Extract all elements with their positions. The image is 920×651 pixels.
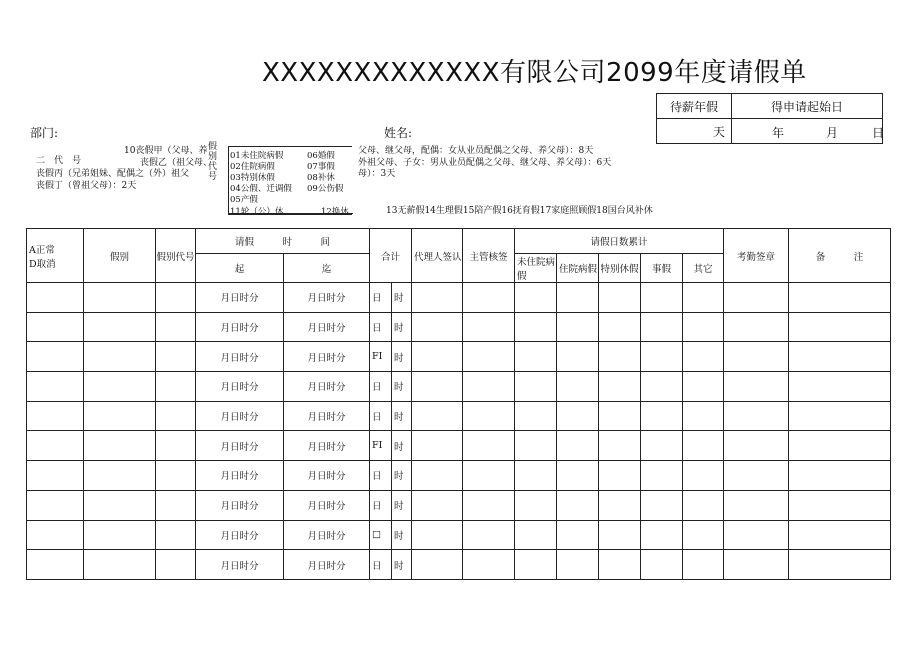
total-day-cell: 日	[370, 372, 392, 402]
status-cell[interactable]	[27, 550, 84, 580]
total-day-cell: 日	[370, 312, 392, 342]
remarks-cell[interactable]	[789, 312, 891, 342]
supervisor-cell[interactable]	[463, 372, 515, 402]
leave-code-cell[interactable]	[156, 431, 196, 461]
hospital-days-cell[interactable]	[557, 401, 599, 431]
hospital-days-cell[interactable]	[557, 283, 599, 313]
special-days-cell[interactable]	[599, 520, 641, 550]
other-days-cell[interactable]	[683, 490, 724, 520]
sick-days-cell[interactable]	[515, 372, 557, 402]
total-hour-cell: 时	[392, 520, 412, 550]
other-days-cell[interactable]	[683, 312, 724, 342]
leave-type-header: 假别	[84, 229, 156, 283]
leave-code-cell[interactable]	[156, 461, 196, 491]
total-hour-cell: 时	[392, 283, 412, 313]
leave-type-cell[interactable]	[84, 550, 156, 580]
days-hospital-header: 住院病假	[557, 254, 599, 283]
attendance-cell[interactable]	[724, 431, 789, 461]
agent-cell[interactable]	[412, 283, 463, 313]
code-01: 01未住院病假	[230, 151, 284, 161]
hospital-days-cell[interactable]	[557, 490, 599, 520]
leave-rows	[27, 283, 891, 580]
attendance-cell[interactable]	[724, 312, 789, 342]
special-days-cell[interactable]	[599, 461, 641, 491]
year-label: 年	[772, 126, 785, 140]
special-days-cell[interactable]	[599, 401, 641, 431]
day-label: 日	[872, 126, 885, 140]
status-header: A正常 D取消	[27, 229, 84, 283]
end-time-cell: 月日时分	[284, 312, 370, 342]
agent-cell[interactable]	[412, 490, 463, 520]
department-label: 部门:	[30, 126, 59, 140]
form-title: XXXXXXXXXXXXX有限公司2099年度请假单	[262, 58, 807, 88]
other-leave-codes: 13无薪假14生理假15陪产假16抚育假17家庭照顾假18国台风补休	[386, 206, 653, 216]
supervisor-cell[interactable]	[463, 401, 515, 431]
bereavement-d: 丧假丁（曾祖父母）：2天	[36, 181, 137, 191]
start-header: 起	[196, 254, 284, 283]
attendance-cell[interactable]	[724, 520, 789, 550]
bereavement-rule-a: 父母、继父母，配偶：女从业员配偶之父母、养父母）：8天	[358, 146, 594, 156]
month-label: 月	[826, 126, 839, 140]
attendance-cell[interactable]	[724, 283, 789, 313]
status-cell[interactable]	[27, 401, 84, 431]
sick-days-cell[interactable]	[515, 461, 557, 491]
code-02: 02住院病假	[230, 162, 275, 172]
end-time-cell: 月日时分	[284, 431, 370, 461]
attendance-cell[interactable]	[724, 342, 789, 372]
code-08: 08补休	[307, 173, 335, 183]
table-row	[27, 312, 891, 342]
agent-cell[interactable]	[412, 431, 463, 461]
status-cell[interactable]	[27, 490, 84, 520]
status-cell[interactable]	[27, 520, 84, 550]
total-day-cell: 日	[370, 461, 392, 491]
personal-days-cell[interactable]	[641, 401, 683, 431]
personal-days-cell[interactable]	[641, 520, 683, 550]
days-label: 天	[712, 124, 725, 139]
supervisor-header: 主管核签	[463, 229, 515, 283]
supervisor-cell[interactable]	[463, 312, 515, 342]
personal-days-cell[interactable]	[641, 283, 683, 313]
status-cell[interactable]	[27, 342, 84, 372]
leave-time-header: 请假 时 间	[196, 229, 370, 254]
other-days-cell[interactable]	[683, 342, 724, 372]
end-time-cell: 月日时分	[284, 372, 370, 402]
table-row	[27, 550, 891, 580]
other-days-cell[interactable]	[683, 461, 724, 491]
leave-type-cell[interactable]	[84, 312, 156, 342]
days-personal-header: 事假	[641, 254, 683, 283]
status-cell[interactable]	[27, 283, 84, 313]
leave-code-cell[interactable]	[156, 372, 196, 402]
agent-cell[interactable]	[412, 401, 463, 431]
table-row	[27, 520, 891, 550]
other-days-cell[interactable]	[683, 283, 724, 313]
code-03: 03特别休假	[230, 173, 275, 183]
leave-type-cell[interactable]	[84, 520, 156, 550]
table-row	[27, 461, 891, 491]
start-time-cell: 月日时分	[196, 283, 284, 313]
remarks-header: 备 注	[789, 229, 891, 283]
bereavement-c: 丧假丙（兄弟姐妹、配偶之（外）祖父	[36, 169, 190, 179]
sick-days-cell[interactable]	[515, 431, 557, 461]
personal-days-cell[interactable]	[641, 490, 683, 520]
hospital-days-cell[interactable]	[557, 431, 599, 461]
personal-days-cell[interactable]	[641, 550, 683, 580]
paid-leave-box	[656, 93, 883, 144]
end-time-cell: 月日时分	[284, 401, 370, 431]
hospital-days-cell[interactable]	[557, 312, 599, 342]
supervisor-cell[interactable]	[463, 431, 515, 461]
bereavement-a: 10丧假甲（父母、养	[124, 146, 208, 156]
leave-type-cell[interactable]	[84, 490, 156, 520]
total-day-cell: 日	[370, 490, 392, 520]
leave-code-cell[interactable]	[156, 401, 196, 431]
days-cell	[657, 119, 732, 144]
remarks-cell[interactable]	[789, 283, 891, 313]
remarks-cell[interactable]	[789, 342, 891, 372]
start-date-label: 得申请起始日	[732, 94, 883, 119]
leave-table	[26, 228, 891, 580]
special-days-cell[interactable]	[599, 342, 641, 372]
code-04: 04公假、迁调假	[230, 184, 292, 194]
special-days-cell[interactable]	[599, 283, 641, 313]
leave-type-cell[interactable]	[84, 461, 156, 491]
leave-code-cell[interactable]	[156, 520, 196, 550]
bereavement-b: 丧假乙（祖父母、	[140, 158, 213, 168]
end-time-cell: 月日时分	[284, 490, 370, 520]
total-header: 合计	[370, 229, 412, 283]
supervisor-cell[interactable]	[463, 283, 515, 313]
agent-cell[interactable]	[412, 461, 463, 491]
leave-type-cell[interactable]	[84, 431, 156, 461]
sick-days-cell[interactable]	[515, 342, 557, 372]
hospital-days-cell[interactable]	[557, 520, 599, 550]
start-time-cell: 月日时分	[196, 490, 284, 520]
supervisor-cell[interactable]	[463, 490, 515, 520]
remarks-cell[interactable]	[789, 461, 891, 491]
total-hour-cell: 时	[392, 372, 412, 402]
special-days-cell[interactable]	[599, 431, 641, 461]
leave-type-cell[interactable]	[84, 342, 156, 372]
end-time-cell: 月日时分	[284, 342, 370, 372]
leave-code-cell[interactable]	[156, 490, 196, 520]
bereavement-rule-c: 母）：3天	[358, 169, 396, 179]
leave-code-cell[interactable]	[156, 550, 196, 580]
leave-code-cell[interactable]	[156, 312, 196, 342]
start-time-cell: 月日时分	[196, 401, 284, 431]
leave-code-cell[interactable]	[156, 342, 196, 372]
attendance-header: 考勤签章	[724, 229, 789, 283]
attendance-cell[interactable]	[724, 401, 789, 431]
total-day-cell: FI	[370, 342, 392, 372]
leave-code-header: 假别代号	[156, 229, 196, 283]
attendance-cell[interactable]	[724, 372, 789, 402]
remarks-cell[interactable]	[789, 372, 891, 402]
agent-cell[interactable]	[412, 312, 463, 342]
code-box-underline	[228, 213, 353, 214]
table-row	[27, 401, 891, 431]
attendance-cell[interactable]	[724, 461, 789, 491]
end-time-cell: 月日时分	[284, 283, 370, 313]
code-label: 二 代 号	[36, 156, 82, 166]
remarks-cell[interactable]	[789, 550, 891, 580]
table-row	[27, 431, 891, 461]
agent-header: 代理人签认	[412, 229, 463, 283]
total-day-cell: □	[370, 520, 392, 550]
status-cell[interactable]	[27, 431, 84, 461]
remarks-cell[interactable]	[789, 401, 891, 431]
start-time-cell: 月日时分	[196, 550, 284, 580]
table-row	[27, 490, 891, 520]
agent-cell[interactable]	[412, 550, 463, 580]
leave-days-header: 请假日数累计	[515, 229, 724, 254]
status-cell[interactable]	[27, 372, 84, 402]
leave-type-cell[interactable]	[84, 372, 156, 402]
personal-days-cell[interactable]	[641, 342, 683, 372]
hospital-days-cell[interactable]	[557, 550, 599, 580]
supervisor-cell[interactable]	[463, 461, 515, 491]
remarks-cell[interactable]	[789, 520, 891, 550]
special-days-cell[interactable]	[599, 312, 641, 342]
supervisor-cell[interactable]	[463, 550, 515, 580]
leave-type-cell[interactable]	[84, 401, 156, 431]
total-day-cell: 日	[370, 401, 392, 431]
other-days-cell[interactable]	[683, 401, 724, 431]
days-sick-header: 未住院病假	[515, 254, 557, 283]
total-hour-cell: 时	[392, 490, 412, 520]
total-hour-cell: 时	[392, 550, 412, 580]
personal-days-cell[interactable]	[641, 372, 683, 402]
other-days-cell[interactable]	[683, 520, 724, 550]
sick-days-cell[interactable]	[515, 312, 557, 342]
start-time-cell: 月日时分	[196, 312, 284, 342]
special-days-cell[interactable]	[599, 490, 641, 520]
total-hour-cell: 时	[392, 431, 412, 461]
personal-days-cell[interactable]	[641, 312, 683, 342]
agent-cell[interactable]	[412, 372, 463, 402]
end-time-cell: 月日时分	[284, 520, 370, 550]
status-cell[interactable]	[27, 312, 84, 342]
total-day-cell: 日	[370, 550, 392, 580]
code-07: 07事假	[307, 162, 335, 172]
code-09: 09公伤假	[307, 184, 344, 194]
total-day-cell: 日	[370, 283, 392, 313]
status-cell[interactable]	[27, 461, 84, 491]
total-hour-cell: 时	[392, 461, 412, 491]
start-time-cell: 月日时分	[196, 342, 284, 372]
personal-days-cell[interactable]	[641, 431, 683, 461]
other-days-cell[interactable]	[683, 550, 724, 580]
code-05: 05产假	[230, 195, 258, 205]
code-06: 06婚假	[307, 151, 335, 161]
sick-days-cell[interactable]	[515, 520, 557, 550]
days-other-header: 其它	[683, 254, 724, 283]
end-header: 迄	[284, 254, 370, 283]
total-hour-cell: 时	[392, 401, 412, 431]
end-time-cell: 月日时分	[284, 550, 370, 580]
name-label: 姓名:	[384, 126, 413, 140]
table-row	[27, 283, 891, 313]
total-hour-cell: 时	[392, 342, 412, 372]
paid-leave-label: 待薪年假	[657, 94, 732, 119]
special-days-cell[interactable]	[599, 372, 641, 402]
leave-code-vertical: 假别代号	[208, 142, 218, 182]
hospital-days-cell[interactable]	[557, 342, 599, 372]
start-time-cell: 月日时分	[196, 520, 284, 550]
bereavement-rule-b: 外祖父母、子女：男从业员配偶之父母、继父母、养父母）：6天	[358, 158, 612, 168]
leave-code-cell[interactable]	[156, 283, 196, 313]
date-cell	[732, 119, 883, 144]
hospital-days-cell[interactable]	[557, 461, 599, 491]
remarks-cell[interactable]	[789, 490, 891, 520]
sick-days-cell[interactable]	[515, 283, 557, 313]
code-11: 11轮（公）休	[230, 207, 284, 217]
total-hour-cell: 时	[392, 312, 412, 342]
hospital-days-cell[interactable]	[557, 372, 599, 402]
special-days-cell[interactable]	[599, 550, 641, 580]
sick-days-cell[interactable]	[515, 550, 557, 580]
table-row	[27, 372, 891, 402]
supervisor-cell[interactable]	[463, 342, 515, 372]
remarks-cell[interactable]	[789, 431, 891, 461]
code-12: 12换休	[321, 207, 349, 217]
leave-type-cell[interactable]	[84, 283, 156, 313]
table-row	[27, 342, 891, 372]
start-time-cell: 月日时分	[196, 461, 284, 491]
attendance-cell[interactable]	[724, 550, 789, 580]
total-day-cell: FI	[370, 431, 392, 461]
days-special-header: 特别休假	[599, 254, 641, 283]
other-days-cell[interactable]	[683, 372, 724, 402]
attendance-cell[interactable]	[724, 490, 789, 520]
sick-days-cell[interactable]	[515, 401, 557, 431]
agent-cell[interactable]	[412, 520, 463, 550]
personal-days-cell[interactable]	[641, 461, 683, 491]
agent-cell[interactable]	[412, 342, 463, 372]
other-days-cell[interactable]	[683, 431, 724, 461]
supervisor-cell[interactable]	[463, 520, 515, 550]
leave-code-box	[228, 146, 352, 215]
end-time-cell: 月日时分	[284, 461, 370, 491]
start-time-cell: 月日时分	[196, 372, 284, 402]
start-time-cell: 月日时分	[196, 431, 284, 461]
sick-days-cell[interactable]	[515, 490, 557, 520]
